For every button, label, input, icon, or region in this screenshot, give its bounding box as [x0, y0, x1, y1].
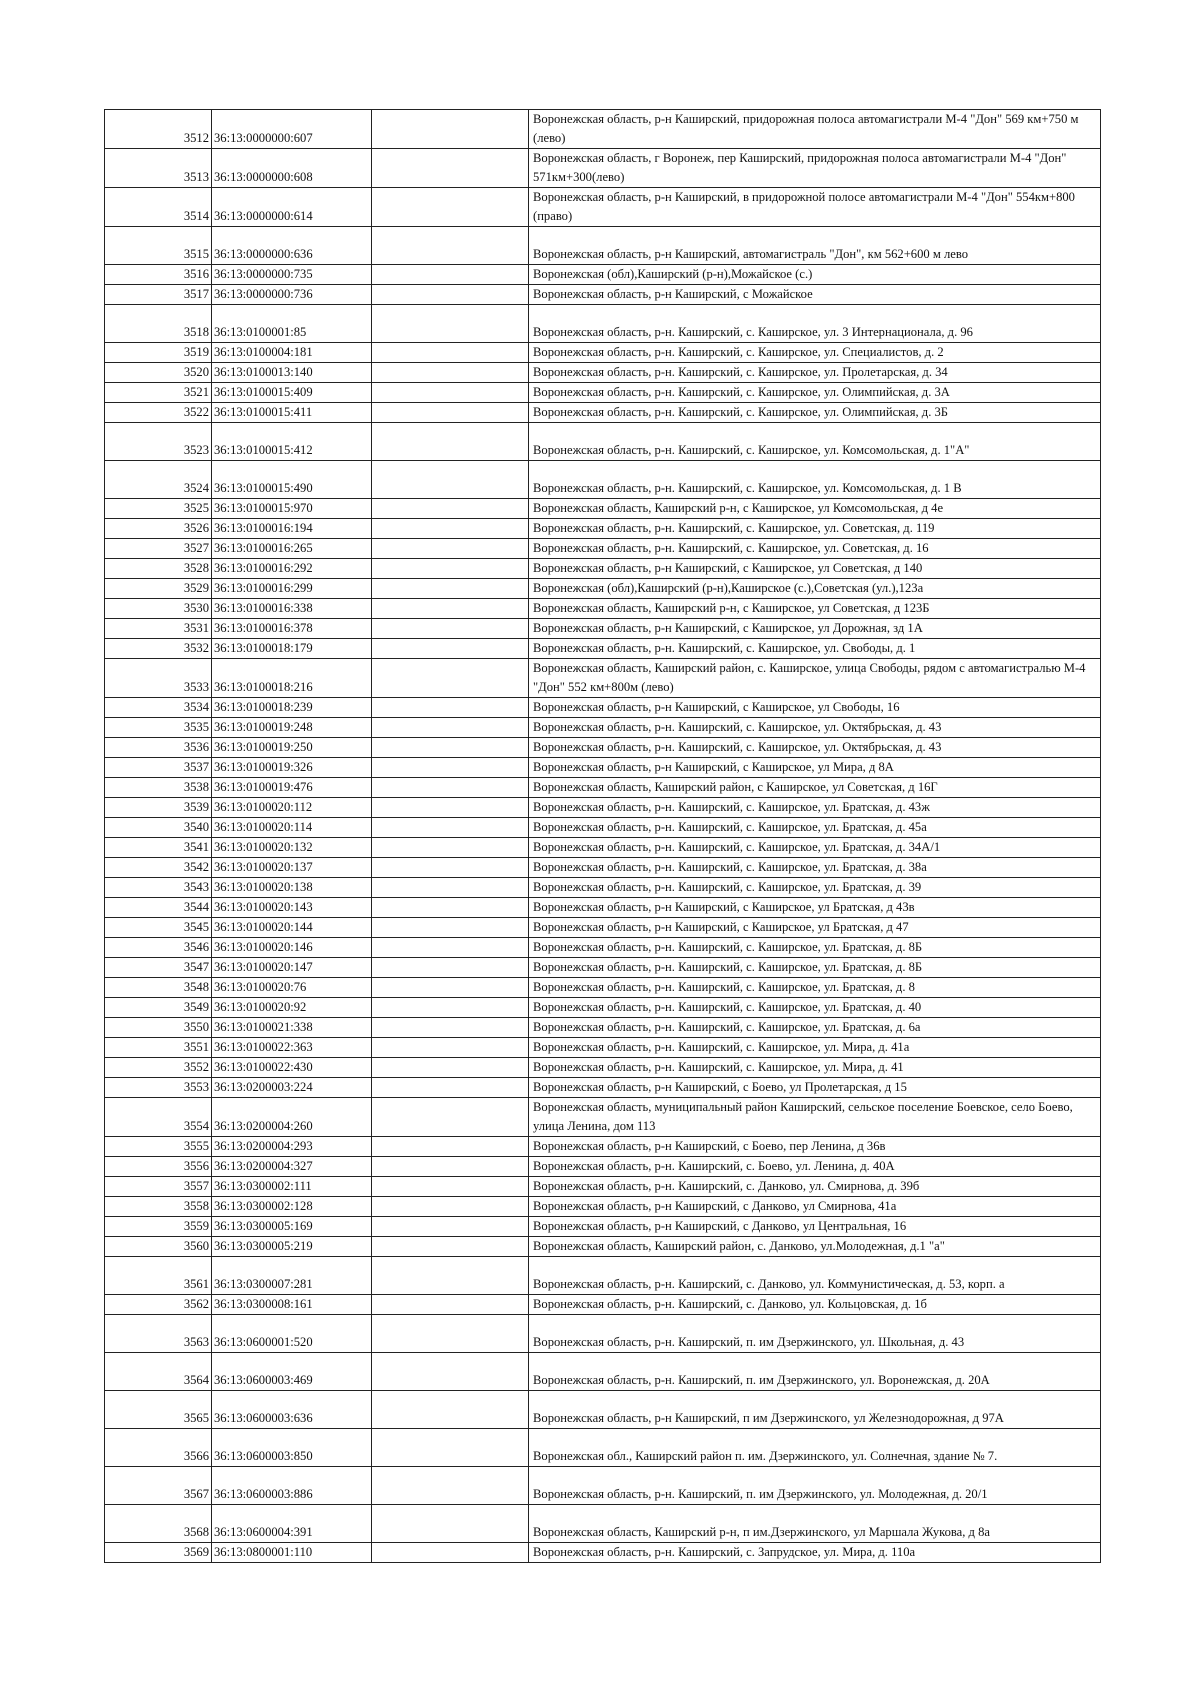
table-row [105, 958, 1101, 978]
cadastral-number-cell: 36:13:0100015:412 [212, 423, 372, 461]
cadastral-number-cell: 36:13:0100019:248 [212, 718, 372, 738]
empty-cell [372, 698, 529, 718]
row-number-cell: 3521 [105, 383, 212, 403]
empty-cell [372, 619, 529, 639]
cadastral-number-cell: 36:13:0100019:476 [212, 778, 372, 798]
table-row [105, 599, 1101, 619]
cadastral-number-cell: 36:13:0100018:179 [212, 639, 372, 659]
address-cell: Воронежская область, р-н. Каширский, с. Каширское, ул. Олимпийская, д. 3Б [529, 403, 1101, 423]
empty-cell [372, 519, 529, 539]
address-cell: Воронежская область, р-н Каширский, с Каширское, ул Свободы, 16 [529, 698, 1101, 718]
cadastral-number-cell: 36:13:0100020:92 [212, 998, 372, 1018]
table-row [105, 579, 1101, 599]
address-cell: Воронежская область, р-н Каширский, придорожная полоса автомагистрали М-4 "Дон" 569 км+750 м (лево) [529, 110, 1101, 149]
empty-cell [372, 1295, 529, 1315]
empty-cell [372, 1038, 529, 1058]
empty-cell [372, 1098, 529, 1137]
table-row [105, 539, 1101, 559]
address-cell: Воронежская область, р-н Каширский, с Каширское, ул Дорожная, зд 1А [529, 619, 1101, 639]
empty-cell [372, 599, 529, 619]
address-cell: Воронежская область, р-н. Каширский, с. Каширское, ул. Братская, д. 8Б [529, 938, 1101, 958]
empty-cell [372, 818, 529, 838]
cadastral-number-cell: 36:13:0100020:112 [212, 798, 372, 818]
address-cell: Воронежская область, р-н. Каширский, с. Каширское, ул. Октябрьская, д. 43 [529, 718, 1101, 738]
table-row [105, 858, 1101, 878]
table-row [105, 227, 1101, 265]
table-row [105, 798, 1101, 818]
table-row [105, 918, 1101, 938]
row-number-cell: 3562 [105, 1295, 212, 1315]
empty-cell [372, 898, 529, 918]
address-cell: Воронежская область, р-н. Каширский, с. Каширское, ул. Братская, д. 8 [529, 978, 1101, 998]
row-number-cell: 3554 [105, 1098, 212, 1137]
cadastral-number-cell: 36:13:0200004:327 [212, 1157, 372, 1177]
cadastral-number-cell: 36:13:0100022:430 [212, 1058, 372, 1078]
address-cell: Воронежская область, р-н. Каширский, п. им Дзержинского, ул. Школьная, д. 43 [529, 1315, 1101, 1353]
address-cell: Воронежская область, Каширский р-н, с Каширское, ул Советская, д 123Б [529, 599, 1101, 619]
address-cell: Воронежская область, р-н Каширский, с Каширское, ул Советская, д 140 [529, 559, 1101, 579]
row-number-cell: 3534 [105, 698, 212, 718]
cadastral-number-cell: 36:13:0100016:299 [212, 579, 372, 599]
cadastral-number-cell: 36:13:0100004:181 [212, 343, 372, 363]
address-cell: Воронежская область, р-н. Каширский, с. Каширское, ул. Братская, д. 38а [529, 858, 1101, 878]
address-cell: Воронежская область, муниципальный район Каширский, сельское поселение Боевское, село Боево, улица Ленина, дом 113 [529, 1098, 1101, 1137]
cadastral-number-cell: 36:13:0100020:143 [212, 898, 372, 918]
row-number-cell: 3537 [105, 758, 212, 778]
address-cell: Воронежская область, г Воронеж, пер Каширский, придорожная полоса автомагистрали М-4 "Дон" 571км+300(лево) [529, 149, 1101, 188]
row-number-cell: 3533 [105, 659, 212, 698]
table-row [105, 265, 1101, 285]
empty-cell [372, 838, 529, 858]
empty-cell [372, 1237, 529, 1257]
empty-cell [372, 858, 529, 878]
table-row [105, 619, 1101, 639]
cadastral-number-cell: 36:13:0300008:161 [212, 1295, 372, 1315]
empty-cell [372, 639, 529, 659]
cadastral-number-cell: 36:13:0100022:363 [212, 1038, 372, 1058]
table-body [105, 110, 1101, 1563]
empty-cell [372, 579, 529, 599]
cadastral-number-cell: 36:13:0000000:636 [212, 227, 372, 265]
row-number-cell: 3535 [105, 718, 212, 738]
empty-cell [372, 1315, 529, 1353]
empty-cell [372, 778, 529, 798]
table-row [105, 878, 1101, 898]
row-number-cell: 3567 [105, 1467, 212, 1505]
empty-cell [372, 1058, 529, 1078]
row-number-cell: 3530 [105, 599, 212, 619]
cadastral-number-cell: 36:13:0100019:326 [212, 758, 372, 778]
empty-cell [372, 798, 529, 818]
cadastral-number-cell: 36:13:0000000:614 [212, 188, 372, 227]
row-number-cell: 3569 [105, 1543, 212, 1563]
table-row [105, 778, 1101, 798]
table-row [105, 363, 1101, 383]
table-row [105, 659, 1101, 698]
empty-cell [372, 1505, 529, 1543]
table-row [105, 1098, 1101, 1137]
empty-cell [372, 461, 529, 499]
cadastral-number-cell: 36:13:0100020:147 [212, 958, 372, 978]
empty-cell [372, 149, 529, 188]
address-cell: Воронежская область, р-н. Каширский, с. Каширское, ул. Свободы, д. 1 [529, 639, 1101, 659]
row-number-cell: 3557 [105, 1177, 212, 1197]
cadastral-number-cell: 36:13:0100016:265 [212, 539, 372, 559]
address-cell: Воронежская область, р-н. Каширский, п. им Дзержинского, ул. Воронежская, д. 20А [529, 1353, 1101, 1391]
cadastral-number-cell: 36:13:0100020:132 [212, 838, 372, 858]
cadastral-number-cell: 36:13:0100016:292 [212, 559, 372, 579]
row-number-cell: 3515 [105, 227, 212, 265]
table-row [105, 1429, 1101, 1467]
empty-cell [372, 1177, 529, 1197]
table-row [105, 698, 1101, 718]
row-number-cell: 3551 [105, 1038, 212, 1058]
table-row [105, 1315, 1101, 1353]
cadastral-number-cell: 36:13:0200004:260 [212, 1098, 372, 1137]
cadastral-number-cell: 36:13:0300005:219 [212, 1237, 372, 1257]
cadastral-number-cell: 36:13:0100018:239 [212, 698, 372, 718]
empty-cell [372, 1018, 529, 1038]
address-cell: Воронежская область, р-н. Каширский, с. Каширское, ул. Братская, д. 34А/1 [529, 838, 1101, 858]
empty-cell [372, 878, 529, 898]
address-cell: Воронежская область, р-н Каширский, с Боево, ул Пролетарская, д 15 [529, 1078, 1101, 1098]
table-row [105, 110, 1101, 149]
cadastral-number-cell: 36:13:0100015:409 [212, 383, 372, 403]
address-cell: Воронежская область, р-н. Каширский, с. Каширское, ул. Комсомольская, д. 1 В [529, 461, 1101, 499]
address-cell: Воронежская область, р-н. Каширский, с. Каширское, ул. Братская, д. 40 [529, 998, 1101, 1018]
address-cell: Воронежская область, Каширский район, с Каширское, ул Советская, д 16Г [529, 778, 1101, 798]
cadastral-number-cell: 36:13:0600003:469 [212, 1353, 372, 1391]
cadastral-number-cell: 36:13:0300002:128 [212, 1197, 372, 1217]
row-number-cell: 3526 [105, 519, 212, 539]
cadastral-number-cell: 36:13:0100015:490 [212, 461, 372, 499]
empty-cell [372, 1391, 529, 1429]
cadastral-number-cell: 36:13:0600003:886 [212, 1467, 372, 1505]
address-cell: Воронежская область, р-н Каширский, с Можайское [529, 285, 1101, 305]
table-row [105, 519, 1101, 539]
row-number-cell: 3523 [105, 423, 212, 461]
row-number-cell: 3539 [105, 798, 212, 818]
cadastral-number-cell: 36:13:0100021:338 [212, 1018, 372, 1038]
row-number-cell: 3516 [105, 265, 212, 285]
empty-cell [372, 1197, 529, 1217]
empty-cell [372, 1078, 529, 1098]
address-cell: Воронежская область, р-н Каширский, с Данково, ул Смирнова, 41а [529, 1197, 1101, 1217]
cadastral-number-cell: 36:13:0100019:250 [212, 738, 372, 758]
table-row [105, 423, 1101, 461]
table-row [105, 639, 1101, 659]
address-cell: Воронежская область, р-н. Каширский, с. Каширское, ул. 3 Интернационала, д. 96 [529, 305, 1101, 343]
cadastral-number-cell: 36:13:0100013:140 [212, 363, 372, 383]
empty-cell [372, 1429, 529, 1467]
row-number-cell: 3543 [105, 878, 212, 898]
address-cell: Воронежская область, р-н. Каширский, с. Каширское, ул. Пролетарская, д. 34 [529, 363, 1101, 383]
cadastral-number-cell: 36:13:0000000:736 [212, 285, 372, 305]
cadastral-number-cell: 36:13:0100020:146 [212, 938, 372, 958]
empty-cell [372, 958, 529, 978]
table-row [105, 738, 1101, 758]
table-row [105, 1467, 1101, 1505]
table-row [105, 1197, 1101, 1217]
address-cell: Воронежская область, р-н. Каширский, с. Каширское, ул. Братская, д. 43ж [529, 798, 1101, 818]
empty-cell [372, 227, 529, 265]
cadastral-number-cell: 36:13:0300002:111 [212, 1177, 372, 1197]
table-row [105, 938, 1101, 958]
table-row [105, 499, 1101, 519]
row-number-cell: 3555 [105, 1137, 212, 1157]
empty-cell [372, 998, 529, 1018]
row-number-cell: 3559 [105, 1217, 212, 1237]
empty-cell [372, 1467, 529, 1505]
address-cell: Воронежская область, р-н. Каширский, с. Каширское, ул. Октябрьская, д. 43 [529, 738, 1101, 758]
cadastral-number-cell: 36:13:0100018:216 [212, 659, 372, 698]
address-cell: Воронежская область, р-н. Каширский, с. Каширское, ул. Братская, д. 39 [529, 878, 1101, 898]
cadastral-number-cell: 36:13:0800001:110 [212, 1543, 372, 1563]
table-row [105, 461, 1101, 499]
row-number-cell: 3531 [105, 619, 212, 639]
cadastral-number-cell: 36:13:0000000:607 [212, 110, 372, 149]
table-row [105, 978, 1101, 998]
table-row [105, 383, 1101, 403]
table-row [105, 1505, 1101, 1543]
cadastral-number-cell: 36:13:0100001:85 [212, 305, 372, 343]
empty-cell [372, 188, 529, 227]
row-number-cell: 3532 [105, 639, 212, 659]
cadastral-number-cell: 36:13:0100020:137 [212, 858, 372, 878]
row-number-cell: 3556 [105, 1157, 212, 1177]
address-cell: Воронежская область, р-н. Каширский, с. Боево, ул. Ленина, д. 40А [529, 1157, 1101, 1177]
table-row [105, 1157, 1101, 1177]
table-row [105, 838, 1101, 858]
address-cell: Воронежская область, р-н Каширский, с Боево, пер Ленина, д 36в [529, 1137, 1101, 1157]
empty-cell [372, 285, 529, 305]
table-row [105, 343, 1101, 363]
address-cell: Воронежская область, Каширский район, с. Каширское, улица Свободы, рядом с автомагистралью М-4 "Дон" 552 км+800м (лево) [529, 659, 1101, 698]
address-cell: Воронежская область, р-н. Каширский, с. Каширское, ул. Комсомольская, д. 1"А" [529, 423, 1101, 461]
row-number-cell: 3520 [105, 363, 212, 383]
empty-cell [372, 1353, 529, 1391]
row-number-cell: 3546 [105, 938, 212, 958]
row-number-cell: 3517 [105, 285, 212, 305]
row-number-cell: 3540 [105, 818, 212, 838]
empty-cell [372, 403, 529, 423]
row-number-cell: 3525 [105, 499, 212, 519]
address-cell: Воронежская область, р-н Каширский, в придорожной полосе автомагистрали М-4 "Дон" 554км+800 (право) [529, 188, 1101, 227]
address-cell: Воронежская область, р-н. Каширский, с. Данково, ул. Коммунистическая, д. 53, корп. а [529, 1257, 1101, 1295]
row-number-cell: 3513 [105, 149, 212, 188]
address-cell: Воронежская область, р-н. Каширский, с. Каширское, ул. Братская, д. 45а [529, 818, 1101, 838]
address-cell: Воронежская обл., Каширский район п. им. Дзержинского, ул. Солнечная, здание № 7. [529, 1429, 1101, 1467]
empty-cell [372, 718, 529, 738]
row-number-cell: 3547 [105, 958, 212, 978]
cadastral-number-cell: 36:13:0100020:76 [212, 978, 372, 998]
empty-cell [372, 1137, 529, 1157]
table-row [105, 1257, 1101, 1295]
empty-cell [372, 1217, 529, 1237]
table-row [105, 898, 1101, 918]
address-cell: Воронежская область, р-н. Каширский, с. Каширское, ул. Советская, д. 16 [529, 539, 1101, 559]
table-row [105, 1078, 1101, 1098]
row-number-cell: 3542 [105, 858, 212, 878]
address-cell: Воронежская область, Каширский район, с. Данково, ул.Молодежная, д.1 "а" [529, 1237, 1101, 1257]
cadastral-number-cell: 36:13:0000000:735 [212, 265, 372, 285]
address-cell: Воронежская область, р-н Каширский, с Каширское, ул Братская, д 43в [529, 898, 1101, 918]
address-cell: Воронежская область, р-н. Каширский, с. Данково, ул. Кольцовская, д. 1б [529, 1295, 1101, 1315]
table-row [105, 718, 1101, 738]
row-number-cell: 3544 [105, 898, 212, 918]
cadastral-number-cell: 36:13:0600003:850 [212, 1429, 372, 1467]
row-number-cell: 3564 [105, 1353, 212, 1391]
empty-cell [372, 738, 529, 758]
cadastral-number-cell: 36:13:0600003:636 [212, 1391, 372, 1429]
row-number-cell: 3558 [105, 1197, 212, 1217]
empty-cell [372, 1157, 529, 1177]
row-number-cell: 3566 [105, 1429, 212, 1467]
empty-cell [372, 978, 529, 998]
table-row [105, 1018, 1101, 1038]
cadastral-number-cell: 36:13:0200004:293 [212, 1137, 372, 1157]
row-number-cell: 3549 [105, 998, 212, 1018]
empty-cell [372, 305, 529, 343]
table-row [105, 1237, 1101, 1257]
address-cell: Воронежская область, р-н. Каширский, с. Каширское, ул. Советская, д. 119 [529, 519, 1101, 539]
table-row [105, 1217, 1101, 1237]
empty-cell [372, 1257, 529, 1295]
table-row [105, 1391, 1101, 1429]
address-cell: Воронежская область, р-н. Каширский, с. Данково, ул. Смирнова, д. 39б [529, 1177, 1101, 1197]
row-number-cell: 3552 [105, 1058, 212, 1078]
table-row [105, 818, 1101, 838]
cadastral-number-cell: 36:13:0300007:281 [212, 1257, 372, 1295]
address-cell: Воронежская (обл),Каширский (р-н),Можайское (с.) [529, 265, 1101, 285]
row-number-cell: 3568 [105, 1505, 212, 1543]
table-row [105, 149, 1101, 188]
row-number-cell: 3553 [105, 1078, 212, 1098]
cadastral-number-cell: 36:13:0100015:970 [212, 499, 372, 519]
row-number-cell: 3518 [105, 305, 212, 343]
empty-cell [372, 539, 529, 559]
table-row [105, 559, 1101, 579]
table-row [105, 1353, 1101, 1391]
row-number-cell: 3529 [105, 579, 212, 599]
address-cell: Воронежская область, р-н Каширский, с Каширское, ул Братская, д 47 [529, 918, 1101, 938]
cadastral-number-cell: 36:13:0100016:194 [212, 519, 372, 539]
cadastral-number-cell: 36:13:0100020:138 [212, 878, 372, 898]
empty-cell [372, 265, 529, 285]
cadastral-registry-table [104, 109, 1101, 1563]
empty-cell [372, 363, 529, 383]
empty-cell [372, 343, 529, 363]
row-number-cell: 3565 [105, 1391, 212, 1429]
row-number-cell: 3522 [105, 403, 212, 423]
address-cell: Воронежская область, р-н Каширский, с Данково, ул Центральная, 16 [529, 1217, 1101, 1237]
address-cell: Воронежская область, р-н. Каширский, п. им Дзержинского, ул. Молодежная, д. 20/1 [529, 1467, 1101, 1505]
cadastral-number-cell: 36:13:0600001:520 [212, 1315, 372, 1353]
row-number-cell: 3514 [105, 188, 212, 227]
table-row [105, 305, 1101, 343]
table-row [105, 285, 1101, 305]
address-cell: Воронежская область, р-н. Каширский, с. Каширское, ул. Мира, д. 41а [529, 1038, 1101, 1058]
cadastral-number-cell: 36:13:0200003:224 [212, 1078, 372, 1098]
address-cell: Воронежская область, р-н. Каширский, с. Каширское, ул. Олимпийская, д. 3А [529, 383, 1101, 403]
table-row [105, 1543, 1101, 1563]
empty-cell [372, 938, 529, 958]
row-number-cell: 3550 [105, 1018, 212, 1038]
table-row [105, 1137, 1101, 1157]
row-number-cell: 3527 [105, 539, 212, 559]
table-row [105, 1295, 1101, 1315]
cadastral-number-cell: 36:13:0100016:338 [212, 599, 372, 619]
row-number-cell: 3528 [105, 559, 212, 579]
row-number-cell: 3560 [105, 1237, 212, 1257]
cadastral-number-cell: 36:13:0100015:411 [212, 403, 372, 423]
row-number-cell: 3512 [105, 110, 212, 149]
table-row [105, 758, 1101, 778]
empty-cell [372, 758, 529, 778]
address-cell: Воронежская область, р-н. Каширский, с. Запрудское, ул. Мира, д. 110а [529, 1543, 1101, 1563]
row-number-cell: 3538 [105, 778, 212, 798]
empty-cell [372, 423, 529, 461]
address-cell: Воронежская область, р-н. Каширский, с. Каширское, ул. Братская, д. 8Б [529, 958, 1101, 978]
row-number-cell: 3519 [105, 343, 212, 363]
row-number-cell: 3545 [105, 918, 212, 938]
cadastral-number-cell: 36:13:0100016:378 [212, 619, 372, 639]
row-number-cell: 3541 [105, 838, 212, 858]
table-row [105, 1038, 1101, 1058]
row-number-cell: 3548 [105, 978, 212, 998]
empty-cell [372, 918, 529, 938]
row-number-cell: 3536 [105, 738, 212, 758]
address-cell: Воронежская область, Каширский р-н, с Каширское, ул Комсомольская, д 4е [529, 499, 1101, 519]
empty-cell [372, 1543, 529, 1563]
table-row [105, 1058, 1101, 1078]
row-number-cell: 3563 [105, 1315, 212, 1353]
address-cell: Воронежская область, р-н. Каширский, с. Каширское, ул. Братская, д. 6а [529, 1018, 1101, 1038]
cadastral-number-cell: 36:13:0300005:169 [212, 1217, 372, 1237]
empty-cell [372, 659, 529, 698]
address-cell: Воронежская область, Каширский р-н, п им.Дзержинского, ул Маршала Жукова, д 8а [529, 1505, 1101, 1543]
address-cell: Воронежская область, р-н Каширский, с Каширское, ул Мира, д 8А [529, 758, 1101, 778]
cadastral-number-cell: 36:13:0100020:144 [212, 918, 372, 938]
address-cell: Воронежская область, р-н Каширский, п им Дзержинского, ул Железнодорожная, д 97А [529, 1391, 1101, 1429]
row-number-cell: 3561 [105, 1257, 212, 1295]
cadastral-number-cell: 36:13:0100020:114 [212, 818, 372, 838]
table-row [105, 998, 1101, 1018]
cadastral-number-cell: 36:13:0600004:391 [212, 1505, 372, 1543]
table-row [105, 188, 1101, 227]
empty-cell [372, 499, 529, 519]
table-row [105, 403, 1101, 423]
address-cell: Воронежская область, р-н Каширский, автомагистраль "Дон", км 562+600 м лево [529, 227, 1101, 265]
empty-cell [372, 383, 529, 403]
cadastral-number-cell: 36:13:0000000:608 [212, 149, 372, 188]
empty-cell [372, 110, 529, 149]
address-cell: Воронежская область, р-н. Каширский, с. Каширское, ул. Специалистов, д. 2 [529, 343, 1101, 363]
row-number-cell: 3524 [105, 461, 212, 499]
address-cell: Воронежская (обл),Каширский (р-н),Каширское (с.),Советская (ул.),123а [529, 579, 1101, 599]
table-row [105, 1177, 1101, 1197]
address-cell: Воронежская область, р-н. Каширский, с. Каширское, ул. Мира, д. 41 [529, 1058, 1101, 1078]
empty-cell [372, 559, 529, 579]
